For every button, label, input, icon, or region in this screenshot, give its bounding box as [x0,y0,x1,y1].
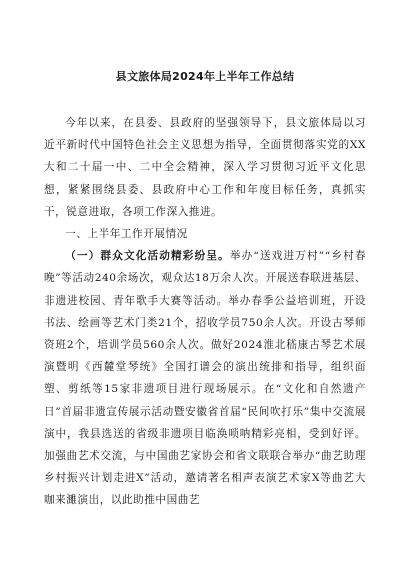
section-heading: 一、上半年工作开展情况 [65,228,188,241]
subsection-paragraph [44,245,366,511]
intro-paragraph: 今年以来，在县委、县政府的坚强领导下，县文旅体局以习近平新时代中国特色社会主义思想为指导，全面贯彻落实党的XX大和二十届一中、二中全会精神，深入学习贯彻习近平文化思想，紧紧围绕县委、县政府中心工作和年度目标任务，真抓实干，锐意进取，各项工作深入推进。 [44,117,366,218]
subsection-lead: （一）群众文化活动精彩纷呈。 [65,250,230,263]
subsection-body: 举办“送戏进万村”“乡村春晚”等活动240余场次，观众达18万余人次。开展送春联进基层、非遗进校园、青年歌手大赛等活动。举办春季公益培训班，开设书法、绘画等艺术门类21个，招收学员750余人次。开设古琴师资班2个，培训学员560余人次。做好2024淮北嵇康古琴艺术展演暨明《西麓堂琴统》全国打谱会的演出统排和指导，组织面塑、剪纸等15家非遗项目进行现场展示。在“文化和自然遗产日”首届非遗宣传展示活动暨安徽省首届“民间吹打乐”集中交流展演中，我县选送的省级非遗项目临涣唢呐精彩亮相，受到好评。加强曲艺术交流，与中国曲艺家协会和省文联联合举办“曲艺助理乡村振兴计划走进X”活动，邀请著名相声表演艺术家X等曲艺大咖来濉演出，以此助推中国曲艺 [44,250,366,507]
document-title: 县文旅体局2024年上半年工作总结 [115,70,295,83]
